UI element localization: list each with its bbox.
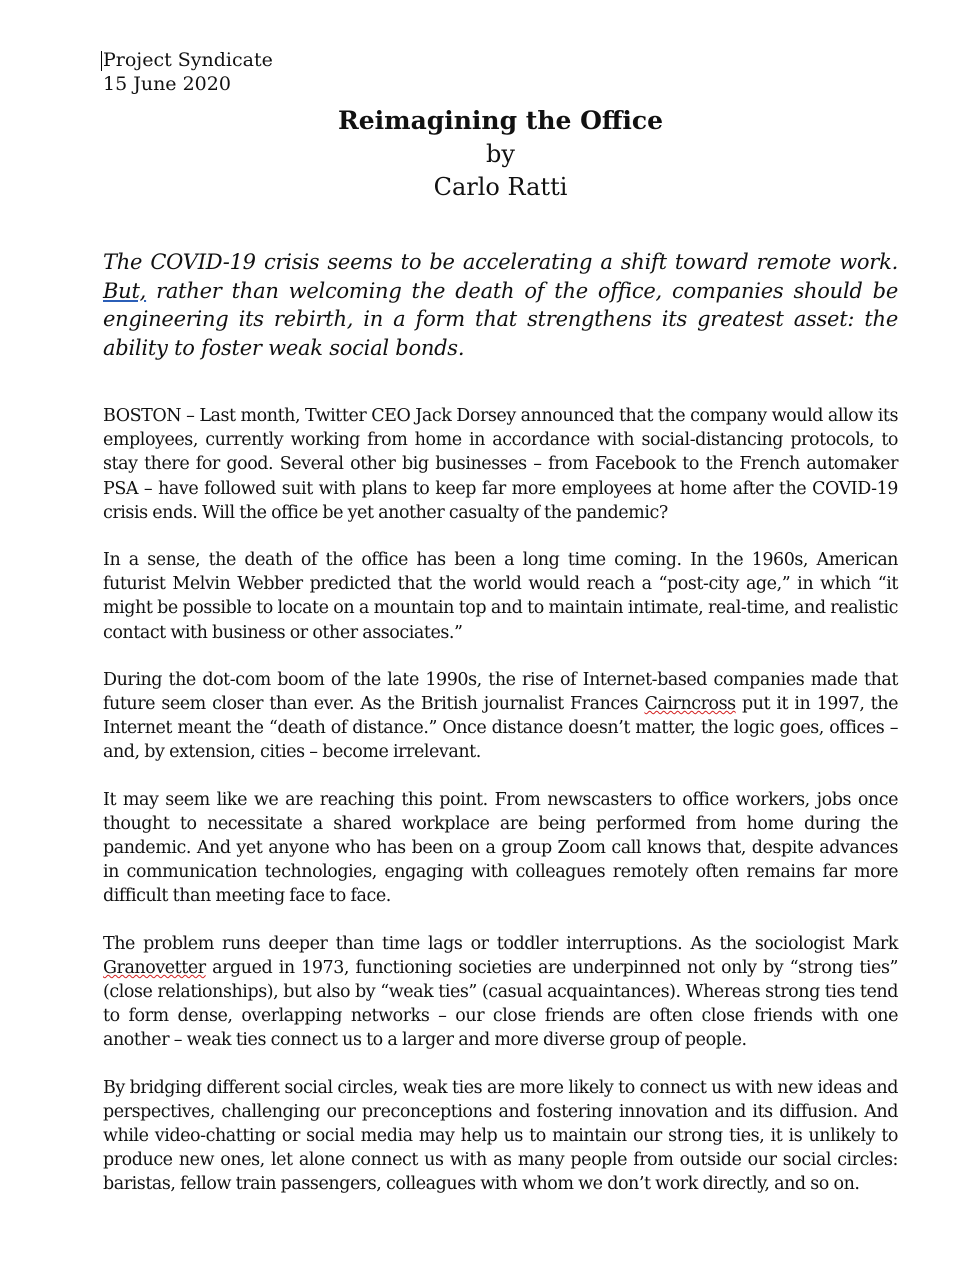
paragraph-5-start: The problem runs deeper than time lags or toddler interruptions. As the sociologist Mark [103,933,898,954]
byline-by: by [486,140,515,168]
article-text [103,404,898,1197]
paragraph-3-start: During the dot-com boom of the late 1990s, the rise of Internet-based companies made that future seem closer than ever. As the British journalist Frances [103,669,898,715]
paragraph-5 [103,932,898,1053]
article-title: Reimagining the Office [337,106,664,135]
author-name: Carlo Ratti [433,173,568,201]
publication-name: Project Syndicate [103,49,273,71]
lede-text-end: rather than welcoming the death of the office, companies should be engineering its rebirth, in a form that strengthens its greatest asset: the ability to foster weak social bonds. [103,278,898,360]
publication-date: 15 June 2020 [103,73,231,95]
lede-underlined-word: But, [103,278,147,303]
spellcheck-word-granovetter[interactable]: Granovetter [103,957,206,978]
text-cursor [101,51,102,71]
document-header [103,48,898,96]
article-lede [103,248,898,362]
paragraph-6: By bridging different social circles, weak ties are more likely to connect us with new ideas and perspectives, challenging our preconceptions and fostering innovation and its diffusion. And while video-chatting or social media may help us to maintain our strong ties, it is unlikely to produce new ones, let alone connect us with as many people from outside our social circles: baristas, fellow train passengers, colleagues with whom we don’t work directly, and so on. [103,1077,898,1195]
paragraph-4: It may seem like we are reaching this point. From newscasters to office workers, jobs once thought to necessitate a shared workplace are being performed from home during the pandemic. And yet anyone who has been on a group Zoom call knows that, despite advances in communication technologies, engaging with colleagues remotely often remains far more difficult than meeting face to face. [103,789,898,907]
spellcheck-word-cairncross[interactable]: Cairncross [644,694,736,715]
paragraph-3-end: put it in 1997, the Internet meant the “death of distance.” Once distance doesn’t matter, the logic goes, offices – and, by extension, cities – become irrelevant. [103,694,898,763]
title-block [103,104,898,204]
lede-text-start: The COVID-19 crisis seems to be accelerating a shift toward remote work. [103,250,898,274]
paragraph-3 [103,668,898,765]
paragraph-5-end: argued in 1973, functioning societies are underpinned not only by “strong ties” (close relationships), but also by “weak ties” (casual acquaintances). Whereas strong ties tend to form dense, overlapping networks – our close friends are often close friends with one another – weak ties connect us to a larger and more diverse group of people. [103,957,898,1051]
paragraph-1: BOSTON – Last month, Twitter CEO Jack Dorsey announced that the company would allow its employees, currently working from home in accordance with social-distancing protocols, to stay there for good. Several other big businesses – from Facebook to the French automaker PSA – have followed suit with plans to keep far more employees at home after the COVID-19 crisis ends. Will the office be yet another casualty of the pandemic? [103,406,898,523]
document-body[interactable] [103,48,898,1220]
paragraph-2: In a sense, the death of the office has been a long time coming. In the 1960s, American futurist Melvin Webber predicted that the world would reach a “post-city age,” in which “it might be possible to locate on a mountain top and to maintain intimate, real-time, and realistic contact with business or other associates.” [103,550,898,643]
